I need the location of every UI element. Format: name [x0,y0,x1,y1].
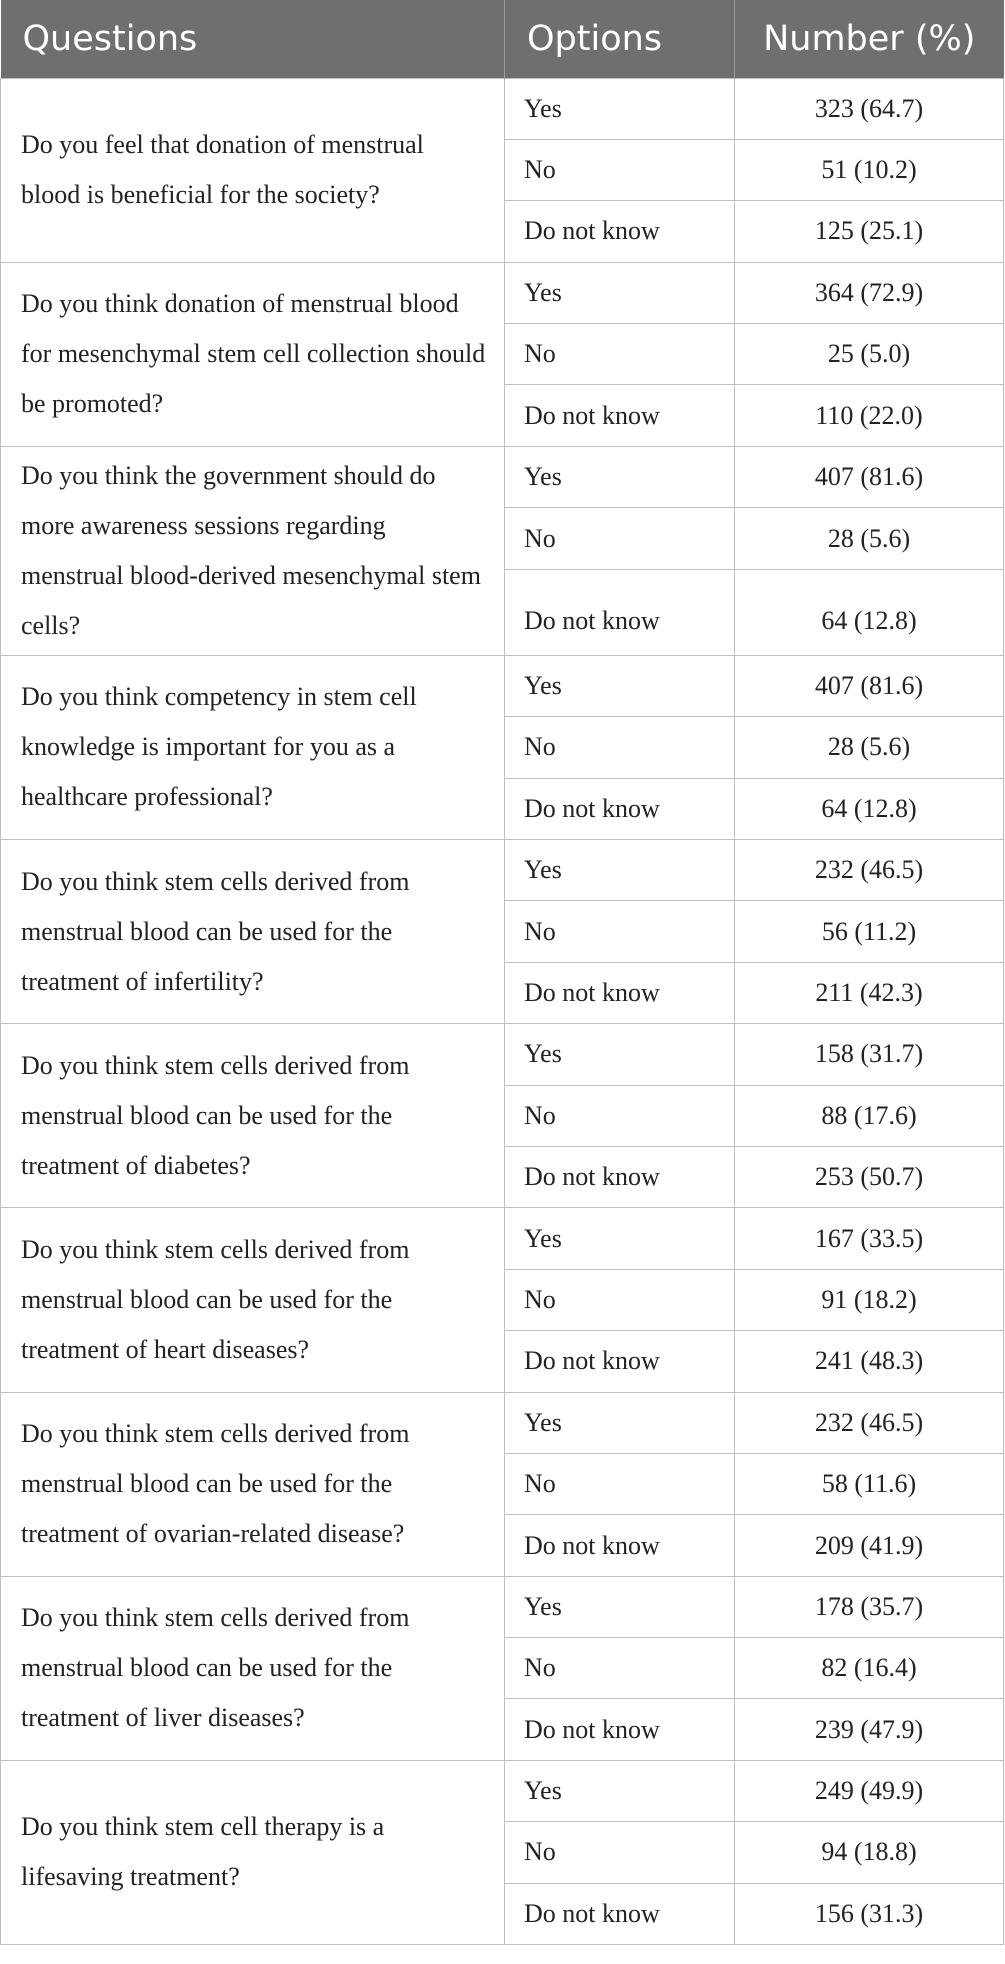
option-cell: Yes [505,262,735,323]
number-cell: 28 (5.6) [735,717,1004,778]
option-cell: Yes [505,655,735,716]
table-row [1,1760,1004,1821]
number-cell: 158 (31.7) [735,1024,1004,1085]
number-cell: 211 (42.3) [735,962,1004,1023]
number-cell: 25 (5.0) [735,324,1004,385]
option-cell: No [505,717,735,778]
table-body [1,78,1004,1945]
number-cell: 209 (41.9) [735,1515,1004,1576]
number-cell: 178 (35.7) [735,1576,1004,1637]
number-cell: 232 (46.5) [735,840,1004,901]
option-cell: Do not know [505,1699,735,1760]
option-cell: Do not know [505,1883,735,1944]
header-row [1,0,1004,78]
option-cell: Yes [505,446,735,507]
number-cell: 51 (10.2) [735,139,1004,200]
option-cell: No [505,1638,735,1699]
option-cell: Yes [505,78,735,139]
number-cell: 28 (5.6) [735,508,1004,569]
number-cell: 64 (12.8) [735,569,1004,655]
question-cell: Do you think the government should do more awareness sessions regarding menstrual blood-derived mesenchymal stem cells? [1,446,505,655]
option-cell: No [505,1085,735,1146]
question-cell: Do you feel that donation of menstrual blood is beneficial for the society? [1,78,505,262]
number-cell: 253 (50.7) [735,1146,1004,1207]
table-row [1,1024,1004,1085]
table-row [1,78,1004,139]
table-row [1,840,1004,901]
number-cell: 82 (16.4) [735,1638,1004,1699]
number-cell: 232 (46.5) [735,1392,1004,1453]
option-cell: Yes [505,1760,735,1821]
option-cell: Do not know [505,201,735,262]
table-row [1,1392,1004,1453]
number-cell: 125 (25.1) [735,201,1004,262]
number-cell: 64 (12.8) [735,778,1004,839]
option-cell: Do not know [505,1515,735,1576]
number-cell: 323 (64.7) [735,78,1004,139]
option-cell: Yes [505,1392,735,1453]
question-cell: Do you think competency in stem cell knowledge is important for you as a healthcare professional? [1,655,505,839]
number-cell: 94 (18.8) [735,1822,1004,1883]
question-cell: Do you think stem cells derived from menstrual blood can be used for the treatment of heart diseases? [1,1208,505,1392]
number-cell: 110 (22.0) [735,385,1004,446]
option-cell: No [505,324,735,385]
number-cell: 167 (33.5) [735,1208,1004,1269]
option-cell: Do not know [505,778,735,839]
question-cell: Do you think stem cells derived from menstrual blood can be used for the treatment of infertility? [1,840,505,1024]
question-cell: Do you think donation of menstrual blood for mesenchymal stem cell collection should be promoted? [1,262,505,446]
option-cell: Do not know [505,1146,735,1207]
number-cell: 249 (49.9) [735,1760,1004,1821]
option-cell: No [505,139,735,200]
header-options: Options [505,0,735,78]
header-questions: Questions [1,0,505,78]
number-cell: 156 (31.3) [735,1883,1004,1944]
question-cell: Do you think stem cells derived from menstrual blood can be used for the treatment of ovarian-related disease? [1,1392,505,1576]
option-cell: No [505,901,735,962]
option-cell: No [505,1453,735,1514]
option-cell: Yes [505,1024,735,1085]
option-cell: No [505,508,735,569]
number-cell: 56 (11.2) [735,901,1004,962]
option-cell: No [505,1822,735,1883]
option-cell: Do not know [505,385,735,446]
option-cell: Yes [505,1576,735,1637]
table-row [1,1208,1004,1269]
table-row [1,262,1004,323]
number-cell: 58 (11.6) [735,1453,1004,1514]
number-cell: 407 (81.6) [735,655,1004,716]
option-cell: Do not know [505,962,735,1023]
number-cell: 241 (48.3) [735,1331,1004,1392]
question-cell: Do you think stem cells derived from menstrual blood can be used for the treatment of liver diseases? [1,1576,505,1760]
table-header [1,0,1004,78]
option-cell: Yes [505,1208,735,1269]
question-cell: Do you think stem cells derived from menstrual blood can be used for the treatment of diabetes? [1,1024,505,1208]
number-cell: 364 (72.9) [735,262,1004,323]
table-row [1,655,1004,716]
question-cell: Do you think stem cell therapy is a lifesaving treatment? [1,1760,505,1944]
number-cell: 239 (47.9) [735,1699,1004,1760]
option-cell: Do not know [505,1331,735,1392]
table-row [1,1576,1004,1637]
option-cell: Do not know [505,569,735,655]
number-cell: 88 (17.6) [735,1085,1004,1146]
table-row [1,446,1004,507]
option-cell: Yes [505,840,735,901]
header-number: Number (%) [735,0,1004,78]
number-cell: 407 (81.6) [735,446,1004,507]
option-cell: No [505,1269,735,1330]
number-cell: 91 (18.2) [735,1269,1004,1330]
